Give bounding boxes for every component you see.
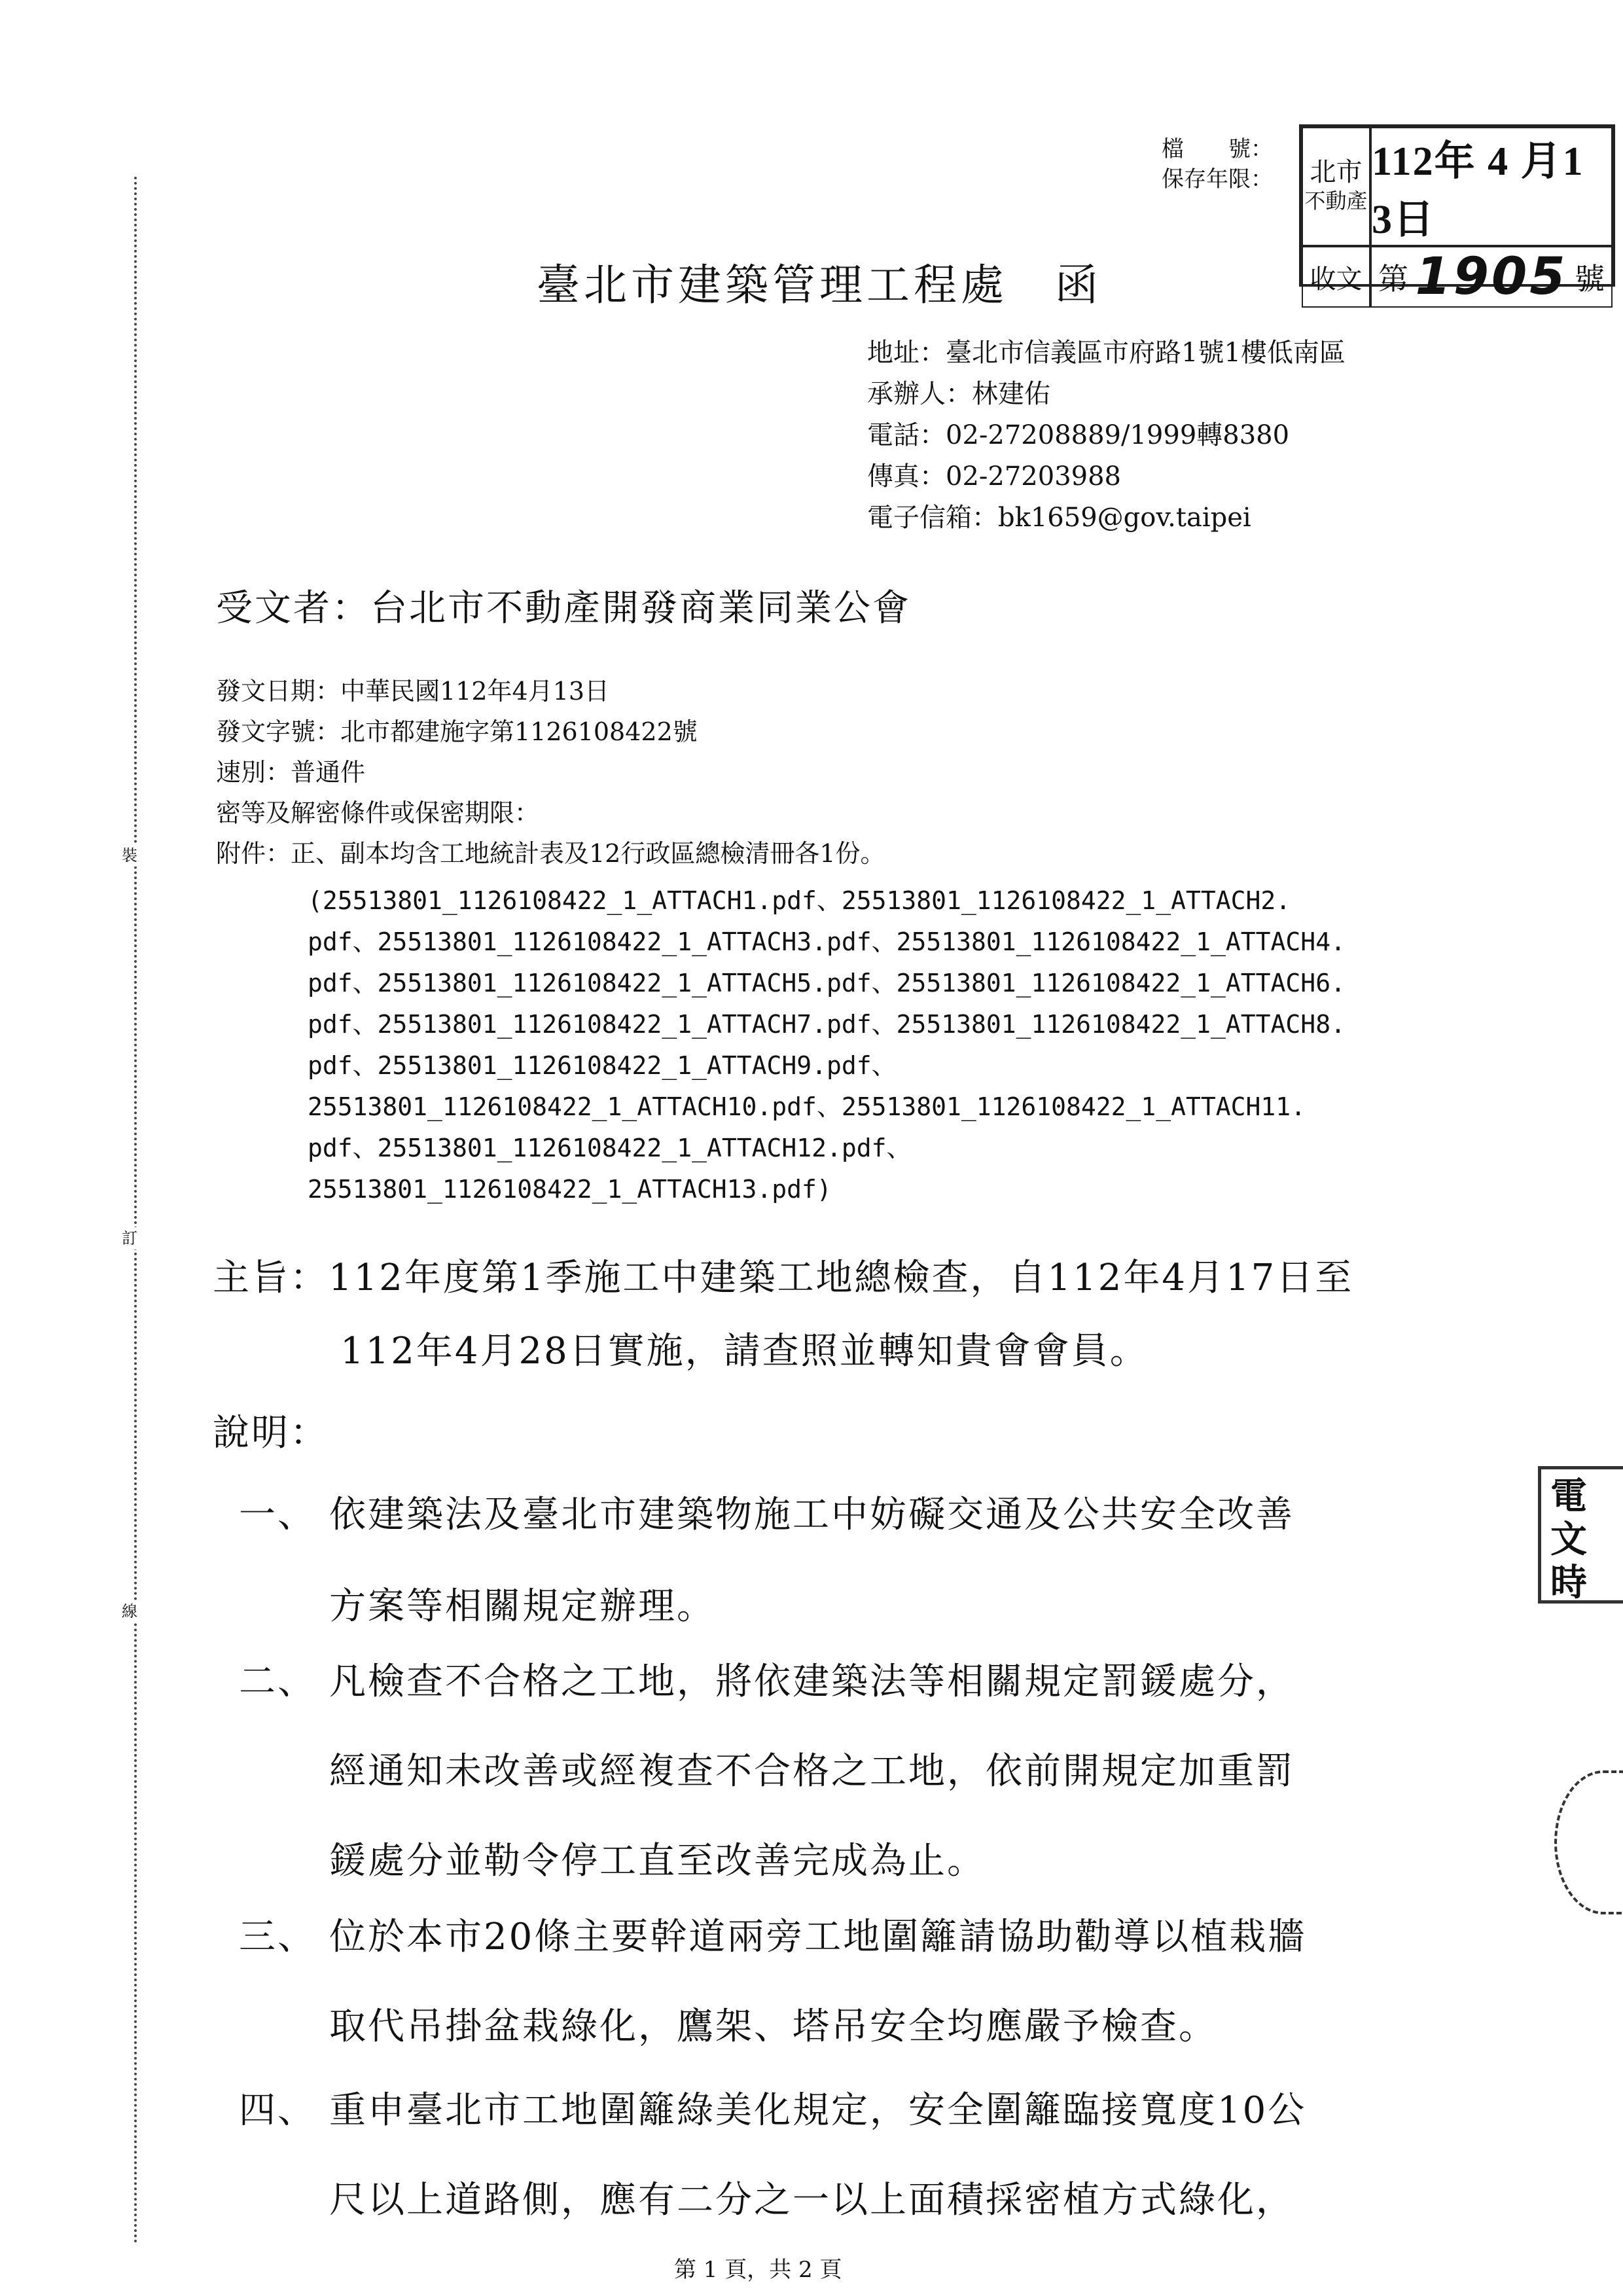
subject-line1: 主旨：112年度第1季施工中建築工地總檢查，自112年4月17日至 bbox=[213, 1257, 1354, 1299]
stamp-received-label: 收文 bbox=[1302, 246, 1370, 308]
contact-email: 電子信箱：bk1659@gov.taipei bbox=[867, 503, 1251, 533]
subject-line2: 112年4月28日實施，請查照並轉知貴會會員。 bbox=[340, 1330, 1149, 1372]
stamp-number-handwritten: 1905 bbox=[1415, 247, 1568, 306]
stamp-date: 112年 4 月1 3日 bbox=[1370, 127, 1613, 246]
stamp-office-line1: 北市 bbox=[1310, 157, 1363, 187]
contact-phone: 電話：02-27208889/1999轉8380 bbox=[867, 420, 1290, 450]
binding-line bbox=[134, 177, 137, 2245]
item-number: 二、 bbox=[239, 1660, 316, 1703]
stamp-number bbox=[1370, 246, 1613, 308]
attachment-line: pdf、25513801_1126108422_1_ATTACH9.pdf、 bbox=[308, 1051, 897, 1080]
issue-date: 發文日期：中華民國112年4月13日 bbox=[216, 677, 610, 706]
stamp-office bbox=[1302, 127, 1370, 246]
attachment-line: pdf、25513801_1126108422_1_ATTACH5.pdf、25513801_1126108422_1_ATTACH6. bbox=[308, 969, 1346, 997]
attachment-line: pdf、25513801_1126108422_1_ATTACH7.pdf、25513801_1126108422_1_ATTACH8. bbox=[308, 1010, 1346, 1039]
contact-address: 地址：臺北市信義區市府路1號1樓低南區 bbox=[867, 338, 1346, 368]
archive-labels bbox=[1162, 134, 1273, 194]
document-number: 發文字號：北市都建施字第1126108422號 bbox=[216, 717, 698, 746]
stamp-office-line2: 不動產 bbox=[1304, 188, 1368, 213]
binding-mark-xian: 線 bbox=[122, 1600, 137, 1623]
binding-mark-zhuang: 裝 bbox=[122, 844, 137, 867]
contact-block bbox=[867, 332, 1346, 539]
attachment-line: pdf、25513801_1126108422_1_ATTACH3.pdf、25513801_1126108422_1_ATTACH4. bbox=[308, 927, 1346, 956]
seal-char: 電 bbox=[1550, 1475, 1587, 1518]
electronic-seal bbox=[1538, 1466, 1623, 1604]
item-line: 尺以上道路側，應有二分之一以上面積採密植方式綠化， bbox=[329, 2179, 1294, 2221]
receipt-stamp bbox=[1299, 124, 1615, 306]
item-line: 位於本市20條主要幹道兩旁工地圍籬請協助勸導以植栽牆 bbox=[329, 1916, 1307, 1958]
item-number: 一、 bbox=[239, 1494, 316, 1536]
explanation-heading: 說明： bbox=[213, 1412, 329, 1454]
document-title: 臺北市建築管理工程處 函 bbox=[537, 260, 1102, 310]
item-line: 依建築法及臺北市建築物施工中妨礙交通及公共安全改善 bbox=[329, 1494, 1294, 1536]
seal-char: 時 bbox=[1550, 1561, 1587, 1604]
item-line: 鍰處分並勒令停工直至改善完成為止。 bbox=[329, 1840, 986, 1882]
attachments-summary: 附件：正、副本均含工地統計表及12行政區總檢清冊各1份。 bbox=[216, 839, 885, 868]
item-line: 取代吊掛盆栽綠化，鷹架、塔吊安全均應嚴予檢查。 bbox=[329, 2005, 1217, 2048]
item-number: 三、 bbox=[239, 1916, 316, 1958]
retention-label: 保存年限： bbox=[1162, 166, 1273, 192]
attachment-line: pdf、25513801_1126108422_1_ATTACH12.pdf、 bbox=[308, 1134, 912, 1162]
item-number: 四、 bbox=[239, 2089, 316, 2132]
binding-mark-ding: 訂 bbox=[122, 1227, 137, 1249]
item-line: 凡檢查不合格之工地，將依建築法等相關規定罰鍰處分， bbox=[329, 1660, 1294, 1703]
page-footer: 第 1 頁，共 2 頁 bbox=[674, 2257, 842, 2283]
classification: 密等及解密條件或保密期限： bbox=[216, 798, 540, 827]
contact-fax: 傳真：02-27203988 bbox=[867, 461, 1122, 492]
seal-char: 文 bbox=[1550, 1518, 1587, 1561]
round-seal-icon bbox=[1554, 1770, 1623, 1914]
item-line: 方案等相關規定辦理。 bbox=[329, 1585, 715, 1628]
contact-handler: 承辦人：林建佑 bbox=[867, 379, 1050, 409]
meta-block bbox=[216, 671, 885, 874]
attachment-line: 25513801_1126108422_1_ATTACH10.pdf、25513801_1126108422_1_ATTACH11. bbox=[308, 1092, 1306, 1121]
item-line: 重申臺北市工地圍籬綠美化規定，安全圍籬臨接寬度10公 bbox=[329, 2089, 1307, 2132]
stamp-number-prefix: 第 bbox=[1378, 261, 1408, 296]
recipient: 受文者：台北市不動產開發商業同業公會 bbox=[216, 587, 911, 630]
attachment-list bbox=[308, 880, 1346, 1210]
attachment-line: 25513801_1126108422_1_ATTACH13.pdf) bbox=[308, 1175, 832, 1204]
stamp-number-suffix: 號 bbox=[1575, 261, 1605, 296]
attachment-line: (25513801_1126108422_1_ATTACH1.pdf、25513801_1126108422_1_ATTACH2. bbox=[308, 886, 1291, 915]
file-no-label: 檔 號： bbox=[1162, 136, 1273, 162]
item-line: 經通知未改善或經複查不合格之工地，依前開規定加重罰 bbox=[329, 1750, 1294, 1793]
delivery-speed: 速別：普通件 bbox=[216, 758, 366, 787]
